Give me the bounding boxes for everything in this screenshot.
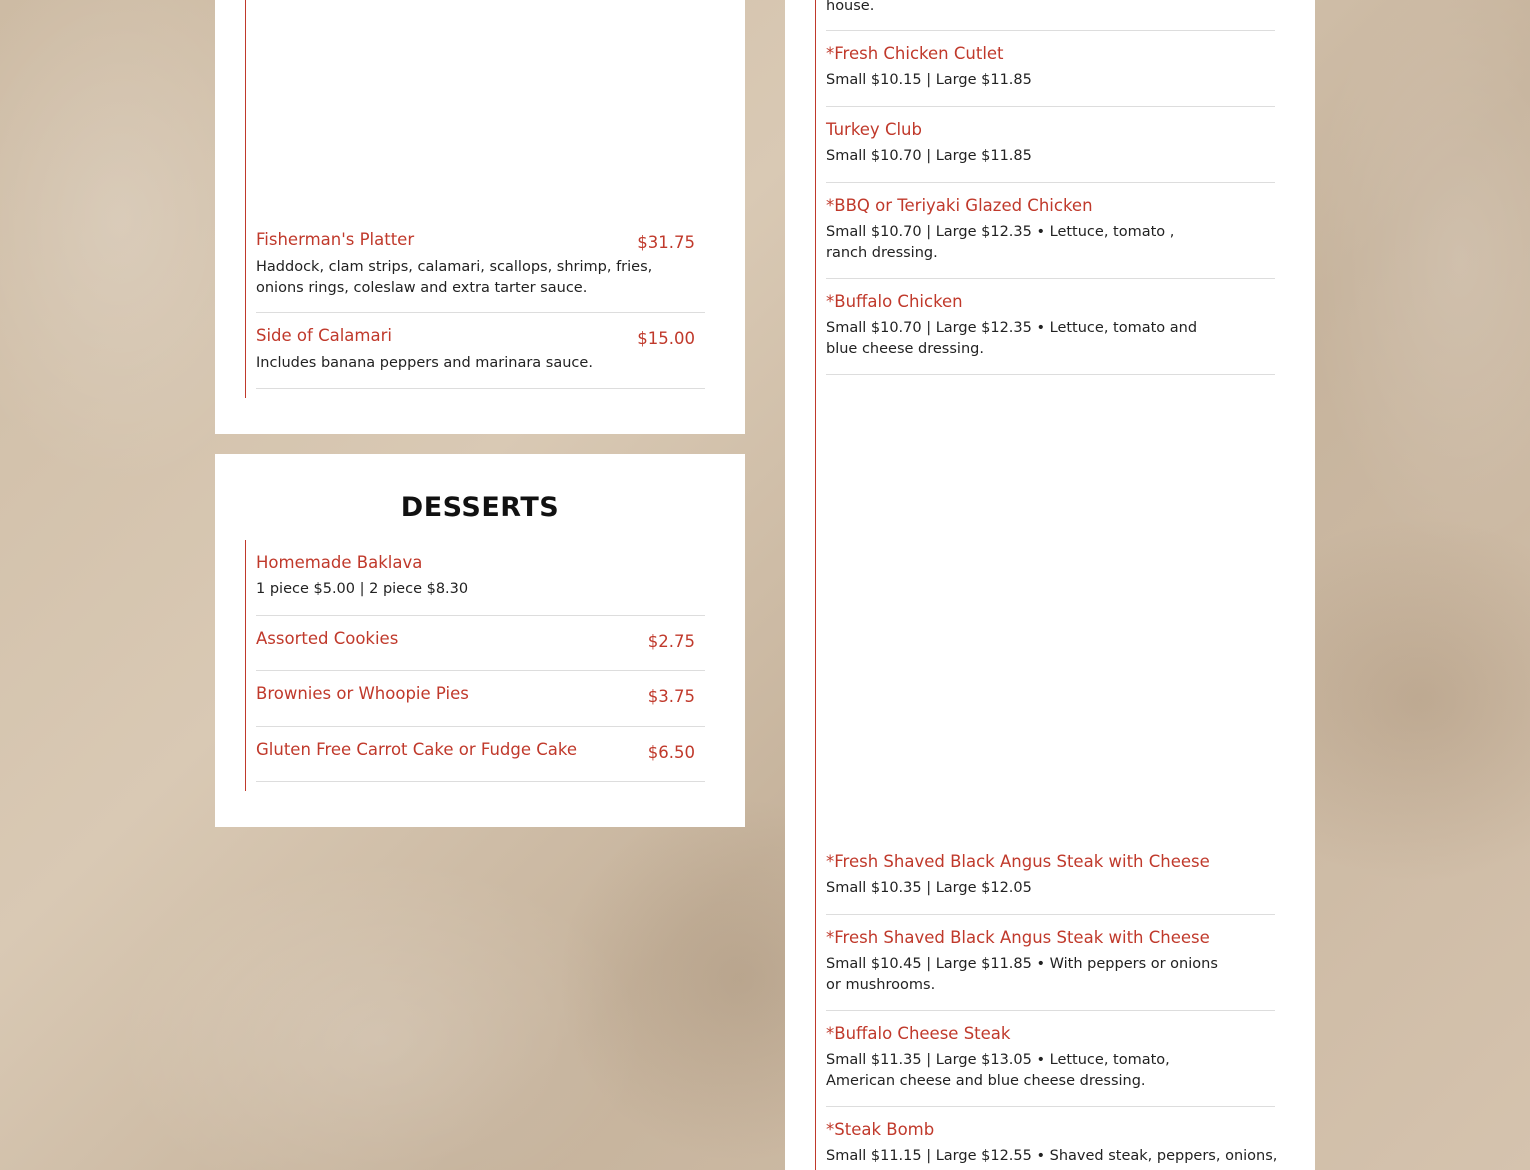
item-price: $31.75 [637,233,695,252]
sandwiches-card [785,0,1315,1170]
section-rule [815,0,816,1170]
menu-item[interactable] [826,928,1275,1011]
item-name: Gluten Free Carrot Cake or Fudge Cake [256,740,578,759]
item-name: *Fresh Shaved Black Angus Steak with Cheese [826,852,1210,871]
item-price: $15.00 [637,329,695,348]
menu-item[interactable] [826,292,1275,375]
item-price: $6.50 [647,743,695,762]
menu-item[interactable] [256,629,705,671]
item-name: *Fresh Shaved Black Angus Steak with Cheese [826,928,1210,947]
item-name: Side of Calamari [256,326,392,345]
item-description: Small $10.35 | Large $12.05 [826,880,1032,896]
menu-item[interactable] [256,230,705,313]
item-name: Fisherman's Platter [256,230,415,249]
item-description: Small $10.70 | Large $11.85 [826,148,1032,164]
menu-item[interactable] [256,553,705,616]
item-description: Small $10.70 | Large $12.35 • Lettuce, tomato , ranch dressing. [826,224,1175,261]
menu-item[interactable] [256,684,705,727]
menu-item-continued[interactable] [826,0,1275,31]
seafood-card [215,0,745,434]
item-description: Small $11.15 | Large $12.55 • Shaved steak, peppers, onions, [826,1148,1278,1164]
desserts-card [215,454,745,827]
menu-item[interactable] [826,196,1275,279]
menu-item[interactable] [826,120,1275,183]
item-description: house. [826,0,875,14]
menu-item[interactable] [826,852,1275,915]
section-title: DESSERTS [400,492,560,523]
menu-item[interactable] [256,740,705,782]
section-rule [245,0,246,398]
item-name: Turkey Club [826,120,922,139]
menu-item[interactable] [826,1120,1278,1170]
item-name: *Fresh Chicken Cutlet [826,44,1004,63]
item-description: Includes banana peppers and marinara sauce. [256,355,593,371]
item-name: Assorted Cookies [256,629,399,648]
item-name: Brownies or Whoopie Pies [256,684,469,703]
item-description: Small $10.15 | Large $11.85 [826,72,1032,88]
item-description: Small $11.35 | Large $13.05 • Lettuce, tomato, American cheese and blue cheese dressing. [826,1052,1170,1089]
item-description: 1 piece $5.00 | 2 piece $8.30 [256,581,469,597]
item-name: *Buffalo Chicken [826,292,963,311]
item-description: Small $10.45 | Large $11.85 • With peppers or onions or mushrooms. [826,956,1218,993]
menu-item[interactable] [826,44,1275,107]
item-price: $3.75 [647,687,695,706]
menu-item[interactable] [256,326,705,389]
section-rule [245,540,246,791]
item-name: *BBQ or Teriyaki Glazed Chicken [826,196,1093,215]
item-description: Haddock, clam strips, calamari, scallops, shrimp, fries, onions rings, coleslaw and extra tarter sauce. [256,259,653,296]
menu-item[interactable] [826,1024,1275,1107]
item-price: $2.75 [647,632,695,651]
item-name: *Buffalo Cheese Steak [826,1024,1011,1043]
item-name: *Steak Bomb [826,1120,935,1139]
item-description: Small $10.70 | Large $12.35 • Lettuce, tomato and blue cheese dressing. [826,320,1198,357]
item-name: Homemade Baklava [256,553,423,572]
